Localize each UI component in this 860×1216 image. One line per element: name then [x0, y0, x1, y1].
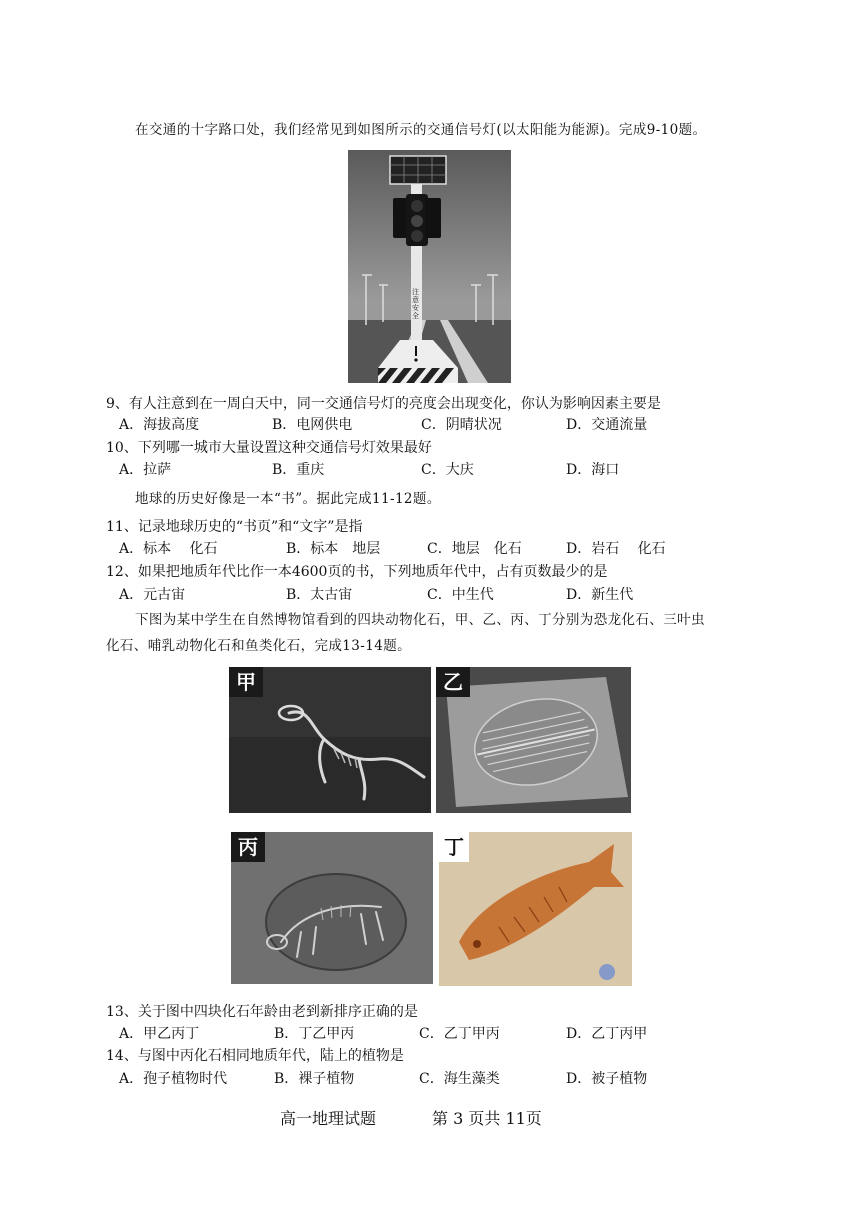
- traffic-light-photo: [348, 150, 511, 383]
- fossil-yi-label: 乙: [436, 667, 470, 697]
- fossil-jia-photo: [229, 667, 431, 813]
- q9-option-c: C．阴晴状况: [421, 417, 502, 433]
- fossil-ding-photo: [439, 832, 632, 986]
- q12-option-c: C．中生代: [427, 587, 494, 603]
- traffic-light-illustration: [348, 150, 511, 383]
- q13-option-a: A．甲乙丙丁: [119, 1026, 200, 1042]
- q13-option-b: B．丁乙甲丙: [274, 1026, 355, 1042]
- q11-option-d: D．岩石 化石: [566, 541, 666, 557]
- intro-fossils-line1: 下图为某中学生在自然博物馆看到的四块动物化石，甲、乙、丙、丁分别为恐龙化石、三叶虫: [135, 612, 705, 628]
- intro-earth-history: 地球的历史好像是一本“书”。据此完成11-12题。: [135, 491, 441, 507]
- q11-option-c: C．地层 化石: [427, 541, 522, 557]
- q10-option-c: C．大庆: [421, 462, 474, 478]
- q12-option-a: A．元古宙: [119, 587, 186, 603]
- q10-option-a: A．拉萨: [119, 462, 172, 478]
- footer-subject: 高一地理试题: [280, 1109, 377, 1128]
- footer-page-number: 第 3 页共 11页: [432, 1109, 542, 1128]
- question-14-stem: 14、与图中丙化石相同地质年代，陆上的植物是: [106, 1048, 404, 1064]
- q10-option-d: D．海口: [566, 462, 620, 478]
- q14-option-a: A．孢子植物时代: [119, 1071, 228, 1087]
- fossil-bing-photo: [231, 832, 433, 984]
- q12-option-d: D．新生代: [566, 587, 634, 603]
- q9-option-b: B．电网供电: [272, 417, 353, 433]
- fossil-bing-label: 丙: [231, 832, 265, 862]
- fossil-ding-label: 丁: [439, 832, 469, 862]
- fossil-jia-label: 甲: [229, 667, 263, 697]
- q9-option-a: A．海拔高度: [119, 417, 200, 433]
- q14-option-d: D．被子植物: [566, 1071, 648, 1087]
- intro-fossils-line2: 化石、哺乳动物化石和鱼类化石，完成13-14题。: [106, 638, 412, 654]
- question-12-stem: 12、如果把地质年代比作一本4600页的书，下列地质年代中，占有页数最少的是: [106, 564, 608, 580]
- question-11-stem: 11、记录地球历史的“书页”和“文字”是指: [106, 519, 363, 535]
- fossil-yi-photo: [436, 667, 631, 813]
- q9-option-d: D．交通流量: [566, 417, 648, 433]
- pole-sign-text: 注意安全: [412, 288, 419, 320]
- q11-option-b: B．标本 地层: [286, 541, 381, 557]
- q13-option-c: C．乙丁甲丙: [419, 1026, 500, 1042]
- q14-option-c: C．海生藻类: [419, 1071, 500, 1087]
- q12-option-b: B．太古宙: [286, 587, 353, 603]
- intro-traffic-light: 在交通的十字路口处，我们经常见到如图所示的交通信号灯(以太阳能为能源)。完成9-10题。: [135, 122, 707, 138]
- q13-option-d: D．乙丁丙甲: [566, 1026, 648, 1042]
- question-9-stem: 9、有人注意到在一周白天中，同一交通信号灯的亮度会出现变化，你认为影响因素主要是: [106, 396, 661, 412]
- q11-option-a: A．标本 化石: [119, 541, 218, 557]
- q10-option-b: B．重庆: [272, 462, 325, 478]
- q14-option-b: B．裸子植物: [274, 1071, 355, 1087]
- question-13-stem: 13、关于图中四块化石年龄由老到新排序正确的是: [106, 1004, 418, 1020]
- question-10-stem: 10、下列哪一城市大量设置这种交通信号灯效果最好: [106, 440, 432, 456]
